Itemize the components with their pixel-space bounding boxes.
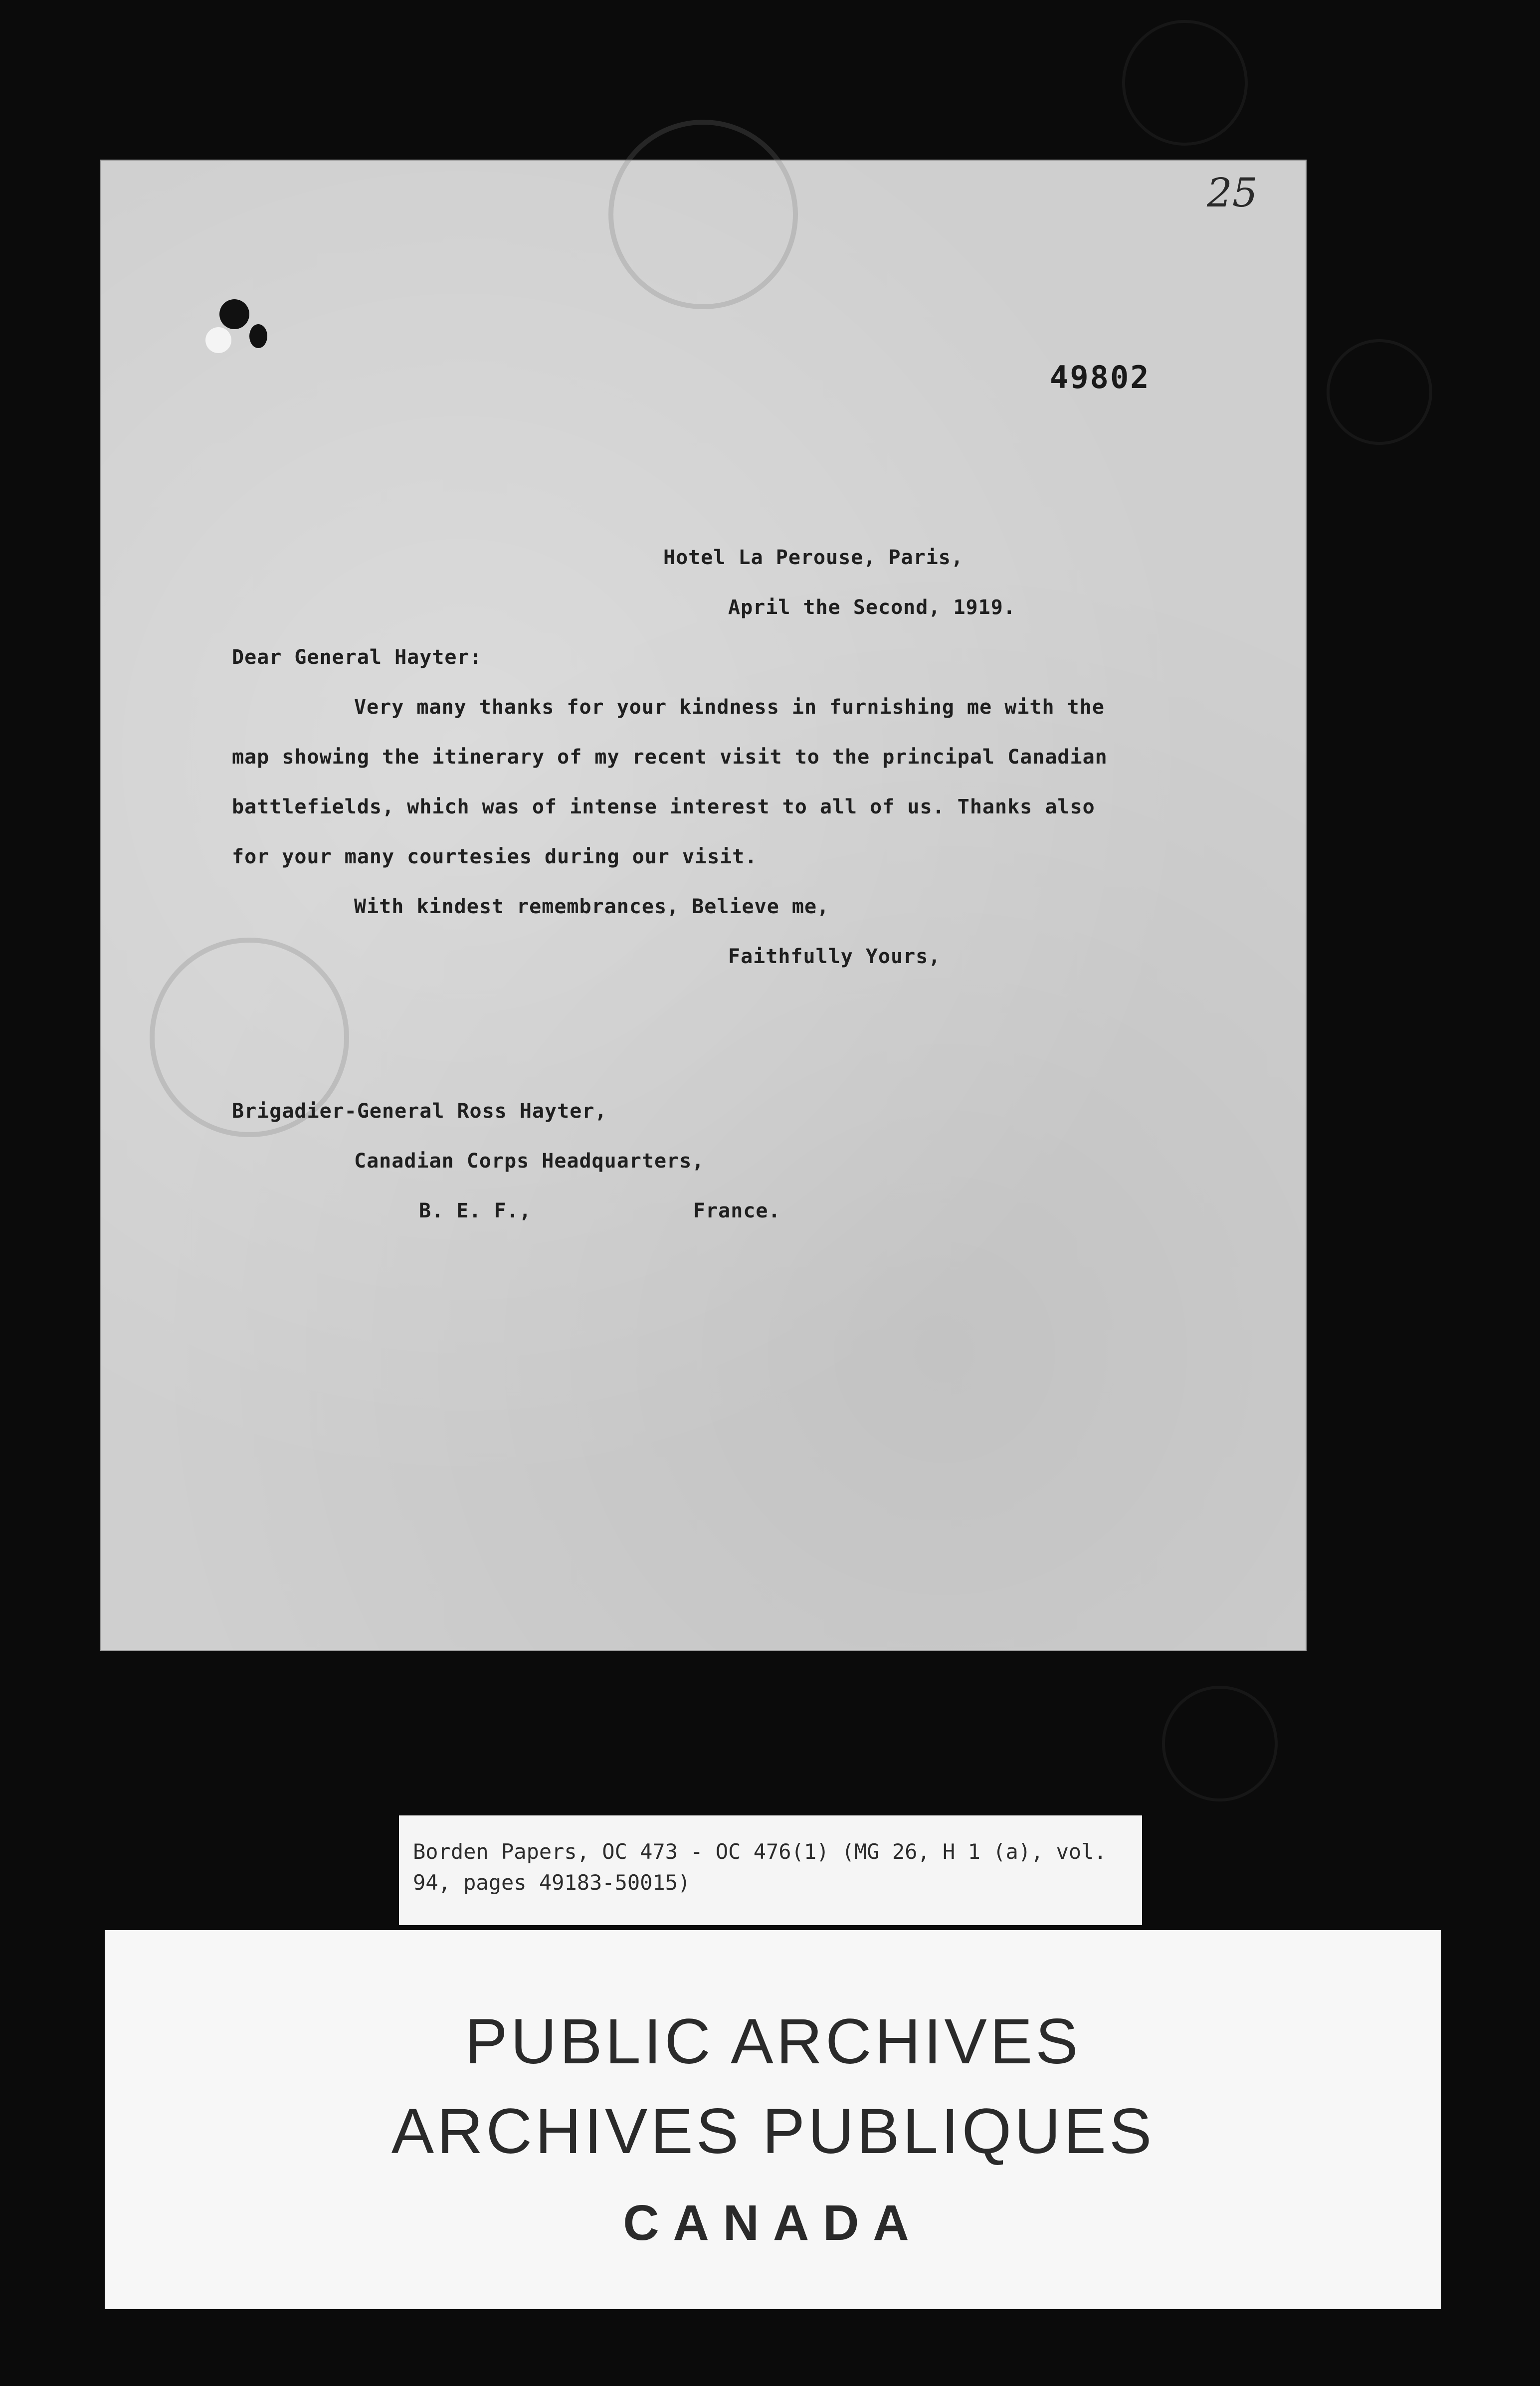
closing-line: With kindest remembrances, Believe me, xyxy=(354,895,830,918)
signoff: Faithfully Yours, xyxy=(728,945,941,968)
reference-line-2: 94, pages 49183-50015) xyxy=(413,1870,691,1895)
body-line: for your many courtesies during our visit. xyxy=(232,845,758,868)
archive-reference-label xyxy=(399,1815,1142,1925)
body-line: Very many thanks for your kindness in furnishing me with the xyxy=(354,696,1105,719)
archives-title-english: PUBLIC ARCHIVES xyxy=(465,2006,1081,2077)
punch-hole xyxy=(205,327,231,353)
recipient-name: Brigadier-General Ross Hayter, xyxy=(232,1100,607,1123)
film-artifact-ring xyxy=(1122,20,1248,146)
film-artifact-ring xyxy=(1327,339,1432,445)
address-line: Hotel La Perouse, Paris, xyxy=(663,546,963,569)
archives-country: CANADA xyxy=(623,2195,923,2251)
punch-hole xyxy=(219,299,249,329)
film-artifact-ring xyxy=(1162,1686,1278,1801)
recipient-force: B. E. F., xyxy=(419,1199,532,1222)
reference-line-1: Borden Papers, OC 473 - OC 476(1) (MG 26, H 1 (a), vol. xyxy=(413,1839,1107,1864)
body-line: map showing the itinerary of my recent visit to the principal Canadian xyxy=(232,746,1108,769)
letter-sheet xyxy=(100,160,1307,1651)
recipient-unit: Canadian Corps Headquarters, xyxy=(354,1150,705,1173)
archives-title-french: ARCHIVES PUBLIQUES xyxy=(391,2096,1155,2167)
salutation: Dear General Hayter: xyxy=(232,646,482,669)
faint-circular-stamp xyxy=(608,120,798,309)
body-line: battlefields, which was of intense interest to all of us. Thanks also xyxy=(232,795,1095,818)
document-number: 49802 xyxy=(1050,359,1151,396)
recipient-country: France. xyxy=(693,1199,781,1222)
public-archives-card xyxy=(105,1930,1441,2309)
folio-number: 25 xyxy=(1207,170,1258,216)
date-line: April the Second, 1919. xyxy=(728,596,1016,619)
punch-hole xyxy=(249,324,267,348)
